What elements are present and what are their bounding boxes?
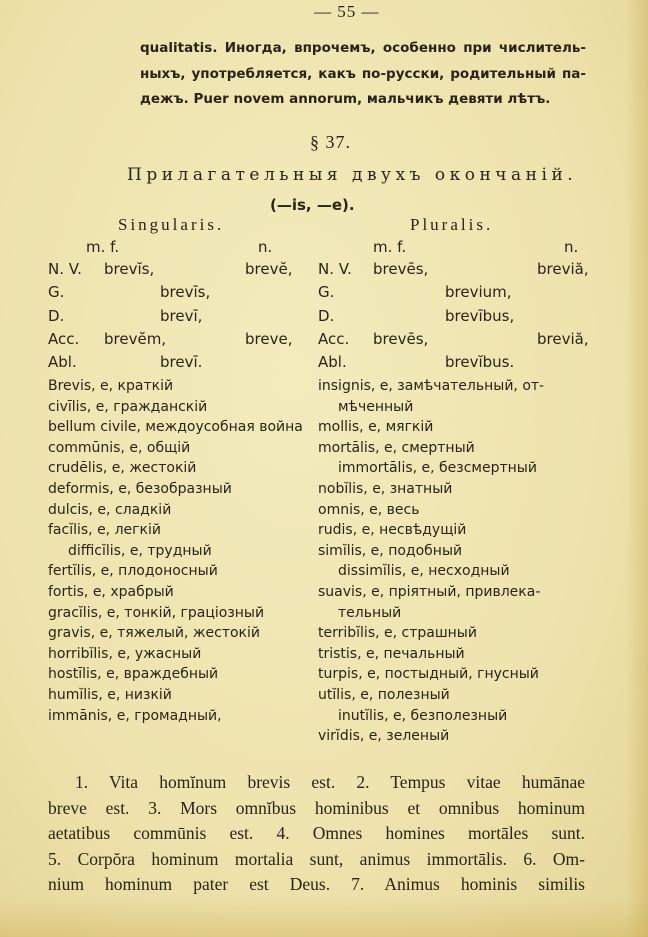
section-title: Прилагательныя двухъ окончаній. — [127, 165, 578, 185]
singular-form-n: breve, — [245, 329, 293, 348]
section-number: § 37. — [310, 132, 351, 152]
vocab-entry: horribĭlis, e, ужасный — [48, 645, 202, 662]
vocab-entry: мѣченный — [338, 398, 414, 415]
plural-form-mf: brevēs, — [373, 260, 429, 278]
plural-form-common: brevībus, — [445, 306, 515, 325]
vocab-entry: terribĭlis, e, страшный — [318, 625, 477, 642]
singular-form-n: brevĕ, — [245, 260, 293, 278]
exercise-paragraph — [48, 770, 585, 898]
intro-paragraph — [140, 36, 586, 113]
plural-heading: Pluralis. — [410, 215, 494, 234]
plural-case-label: N. V. — [318, 260, 352, 278]
plural-form-common: brevium, — [445, 283, 512, 302]
vocab-entry: tristis, e, печальный — [318, 645, 465, 662]
vocab-entry: difficĭlis, e, трудный — [68, 542, 212, 559]
vocab-entry: rudis, e, несвѣдущій — [318, 522, 467, 539]
text-line: breve est. 3. Mors omnĭbus hominibus et omnibus hominum — [48, 797, 585, 818]
plural-form-mf: brevēs, — [373, 329, 429, 348]
singular-form-mf: brevĕm, — [104, 329, 167, 348]
text-line: ныхъ, употребляется, какъ по-русски, родительный па- — [140, 65, 586, 82]
vocab-list-right — [318, 376, 544, 747]
vocab-entry: bellum civile, междоусобная война — [48, 419, 303, 436]
vocab-entry: fortis, e, храбрый — [48, 583, 174, 600]
vocab-entry: mollis, e, мягкій — [318, 419, 434, 436]
vocab-entry: mortālis, e, смертный — [318, 439, 475, 456]
vocab-entry: gracĭlis, e, тонкій, граціозный — [48, 604, 265, 621]
plural-mf-label: m. f. — [373, 238, 407, 256]
plural-case-label: D. — [318, 306, 335, 325]
vocab-entry: dissimĭlis, e, несходный — [338, 563, 510, 580]
vocab-entry: nobĭlis, e, знатный — [318, 480, 453, 497]
vocab-entry: suavis, e, пріятный, привлека- — [318, 583, 541, 600]
text-line: nium hominum pater est Deus. 7. Animus hominis similis — [48, 874, 585, 895]
vocab-entry: crudēlis, e, жестокій — [48, 460, 197, 477]
singular-case-label: D. — [48, 306, 65, 325]
vocab-entry: utĭlis, e, полезный — [318, 686, 450, 703]
singular-n-label: n. — [258, 238, 273, 256]
page-bottom-shadow — [0, 897, 648, 937]
vocab-entry: humĭlis, e, низкій — [48, 686, 172, 703]
singular-mf-label: m. f. — [86, 238, 120, 256]
vocab-entry: turpis, e, постыдный, гнусный — [318, 666, 539, 683]
vocab-entry: virĭdis, e, зеленый — [318, 728, 450, 745]
singular-case-label: N. V. — [48, 260, 82, 278]
plural-form-common: brevĭbus. — [445, 353, 515, 372]
page-edge-shadow — [626, 0, 648, 937]
singular-case-label: G. — [48, 283, 65, 302]
vocab-entry: inutĭlis, e, безполезный — [338, 707, 508, 724]
vocab-entry: insignis, e, замѣчательный, от- — [318, 378, 545, 394]
text-line: 1. Vita homĭnum brevis est. 2. Tempus vitae humānae — [75, 772, 585, 792]
vocab-entry: immortālis, e, безсмертный — [338, 460, 537, 477]
singular-heading: Singularis. — [118, 215, 225, 234]
vocab-entry: fertĭlis, e, плодоносный — [48, 563, 218, 580]
singular-case-label: Abl. — [48, 353, 77, 372]
vocab-entry: civīlis, e, гражданскій — [48, 398, 208, 415]
vocab-entry: immānis, e, громадный, — [48, 707, 222, 724]
vocab-entry: hostīlis, e, враждебный — [48, 666, 219, 683]
vocab-entry: gravis, e, тяжелый, жестокій — [48, 625, 260, 642]
endings-subtitle: (—is, —e). — [270, 196, 355, 214]
vocab-entry: simĭlis, e, подобный — [318, 542, 463, 559]
plural-case-label: Acc. — [318, 329, 350, 348]
plural-form-n: breviă, — [537, 329, 589, 348]
plural-n-label: n. — [564, 238, 579, 256]
text-line: qualitatis. Иногда, впрочемъ, особенно при числитель- — [140, 40, 586, 56]
singular-case-label: Acc. — [48, 329, 80, 348]
plural-case-label: Abl. — [318, 353, 347, 372]
text-line: aetatibus commūnis est. 4. Omnes homines mortāles sunt. — [48, 823, 585, 844]
singular-form-common: brevīs, — [160, 283, 211, 302]
vocab-entry: omnis, e, весь — [318, 501, 420, 518]
vocab-list-left — [48, 376, 303, 726]
plural-case-label: G. — [318, 283, 335, 302]
vocab-entry: тельный — [338, 604, 402, 621]
page-number: — 55 — — [314, 2, 380, 21]
vocab-entry: commūnis, e, общій — [48, 439, 191, 456]
vocab-entry: dulcis, e, сладкій — [48, 501, 172, 518]
singular-form-common: brevī, — [160, 306, 203, 325]
vocab-entry: deformis, e, безобразный — [48, 480, 232, 497]
vocab-entry: facĭlis, e, легкій — [48, 522, 161, 539]
plural-form-n: breviă, — [537, 260, 589, 278]
singular-form-common: brevī. — [160, 353, 203, 372]
vocab-entry: Brevis, e, краткій — [48, 378, 174, 394]
singular-form-mf: brevĭs, — [104, 260, 155, 278]
text-line: дежъ. Puer novem annorum, мальчикъ девяти лѣтъ. — [140, 91, 551, 107]
text-line: 5. Corpŏra hominum mortalia sunt, animus immortālis. 6. Om- — [48, 848, 585, 869]
